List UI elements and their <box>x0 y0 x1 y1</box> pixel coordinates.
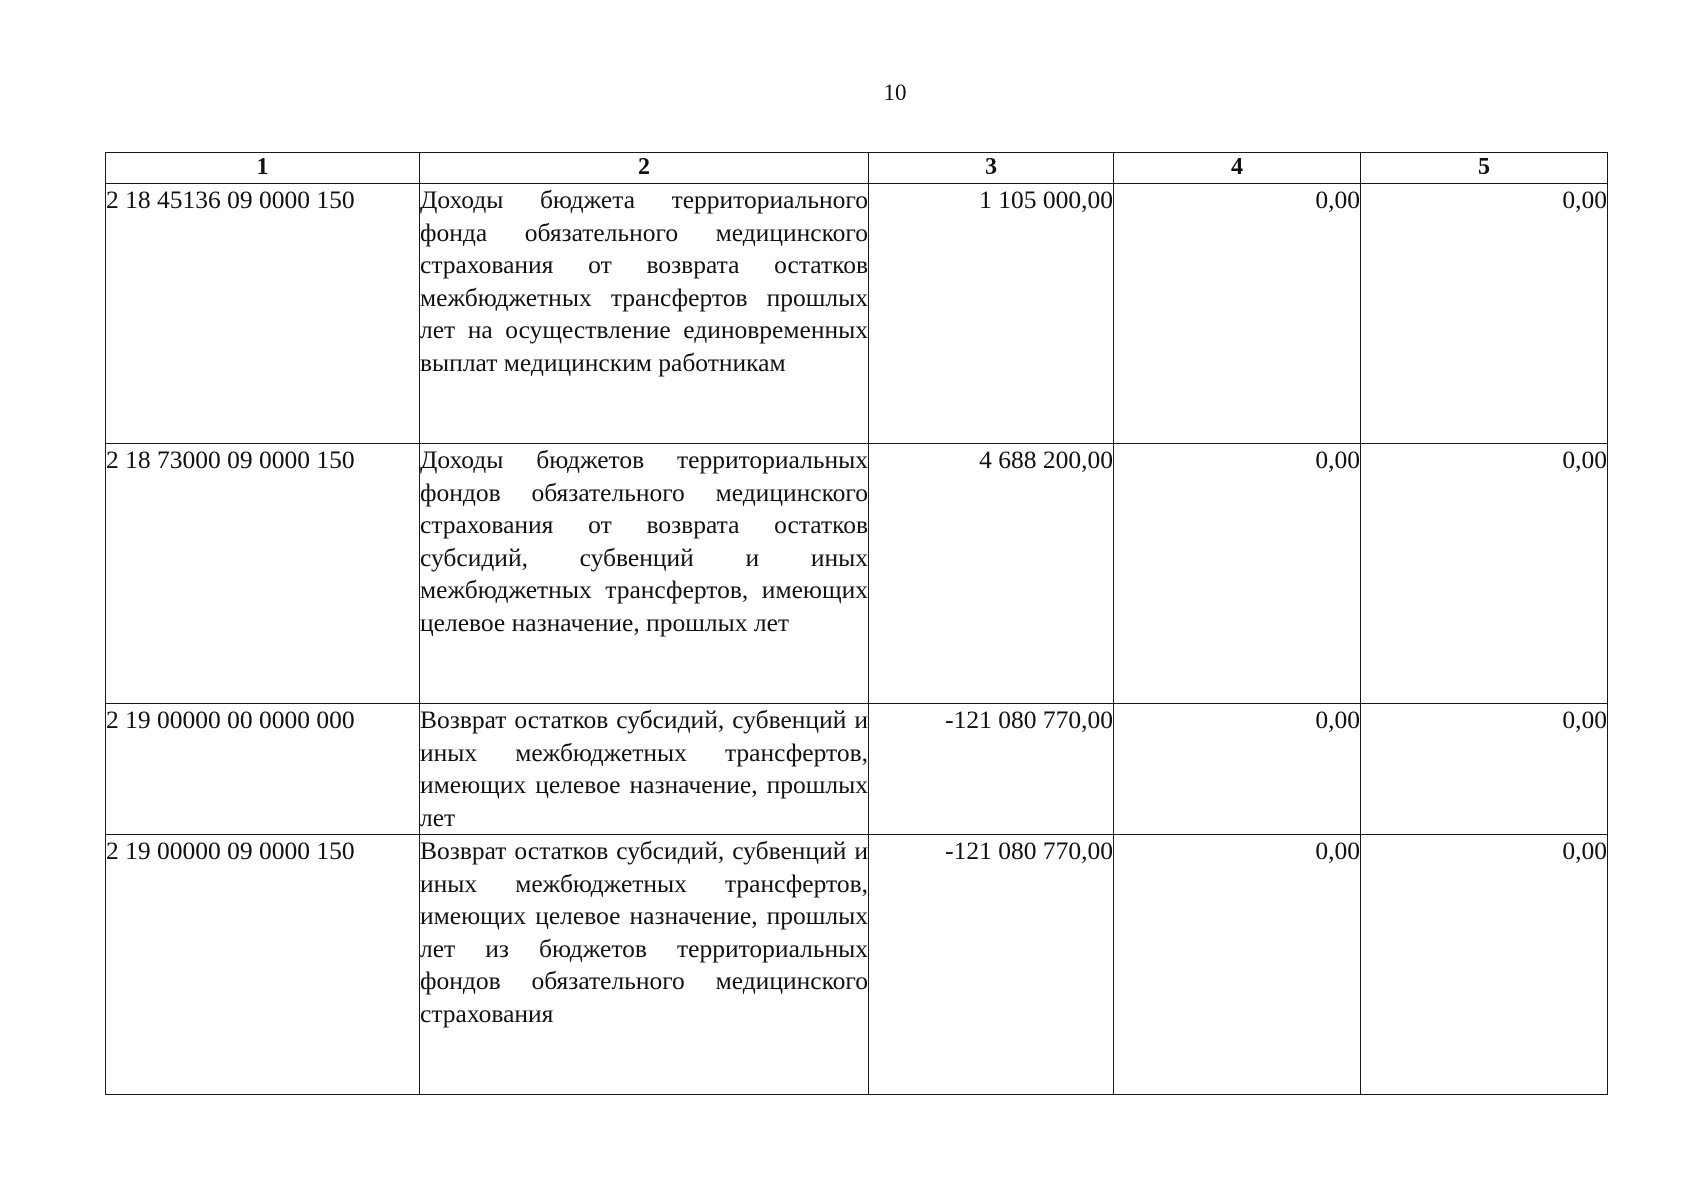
amount-col5-cell: 0,00 <box>1361 444 1608 704</box>
budget-code-cell: 2 19 00000 00 0000 000 <box>106 704 420 835</box>
column-header-4: 4 <box>1114 153 1361 184</box>
amount-col4-cell: 0,00 <box>1114 184 1361 444</box>
amount-col4-cell: 0,00 <box>1114 444 1361 704</box>
table-row <box>106 444 1608 704</box>
budget-code-cell: 2 19 00000 09 0000 150 <box>106 835 420 1095</box>
budget-code-cell: 2 18 45136 09 0000 150 <box>106 184 420 444</box>
amount-col3-cell: 1 105 000,00 <box>869 184 1114 444</box>
budget-code-cell: 2 18 73000 09 0000 150 <box>106 444 420 704</box>
table-row <box>106 704 1608 835</box>
amount-col4-cell: 0,00 <box>1114 835 1361 1095</box>
column-header-3: 3 <box>869 153 1114 184</box>
description-cell: Доходы бюджетов территориальных фондов обязательного медицинского страхования от возврата остатков субсидий, субвенций и иных межбюджетных трансфертов, имеющих целевое назначение, прошлых лет <box>420 444 869 704</box>
amount-col3-cell: -121 080 770,00 <box>869 835 1114 1095</box>
page-number: 10 <box>883 80 907 105</box>
amount-col5-cell: 0,00 <box>1361 835 1608 1095</box>
table-row <box>106 835 1608 1095</box>
description-cell: Возврат остатков субсидий, субвенций и иных межбюджетных трансфертов, имеющих целевое назначение, прошлых лет из бюджетов территориальных фондов обязательного медицинского страхования <box>420 835 869 1095</box>
amount-col4-cell: 0,00 <box>1114 704 1361 835</box>
amount-col3-cell: -121 080 770,00 <box>869 704 1114 835</box>
table-header-row <box>106 153 1608 184</box>
description-cell: Возврат остатков субсидий, субвенций и иных межбюджетных трансфертов, имеющих целевое назначение, прошлых лет <box>420 704 869 835</box>
amount-col3-cell: 4 688 200,00 <box>869 444 1114 704</box>
budget-income-table <box>105 152 1608 1095</box>
amount-col5-cell: 0,00 <box>1361 704 1608 835</box>
amount-col5-cell: 0,00 <box>1361 184 1608 444</box>
column-header-5: 5 <box>1361 153 1608 184</box>
column-header-2: 2 <box>420 153 869 184</box>
description-cell: Доходы бюджета территориального фонда обязательного медицинского страхования от возврата остатков межбюджетных трансфертов прошлых лет на осуществление единовременных выплат медицинским работникам <box>420 184 869 444</box>
column-header-1: 1 <box>106 153 420 184</box>
table-row <box>106 184 1608 444</box>
